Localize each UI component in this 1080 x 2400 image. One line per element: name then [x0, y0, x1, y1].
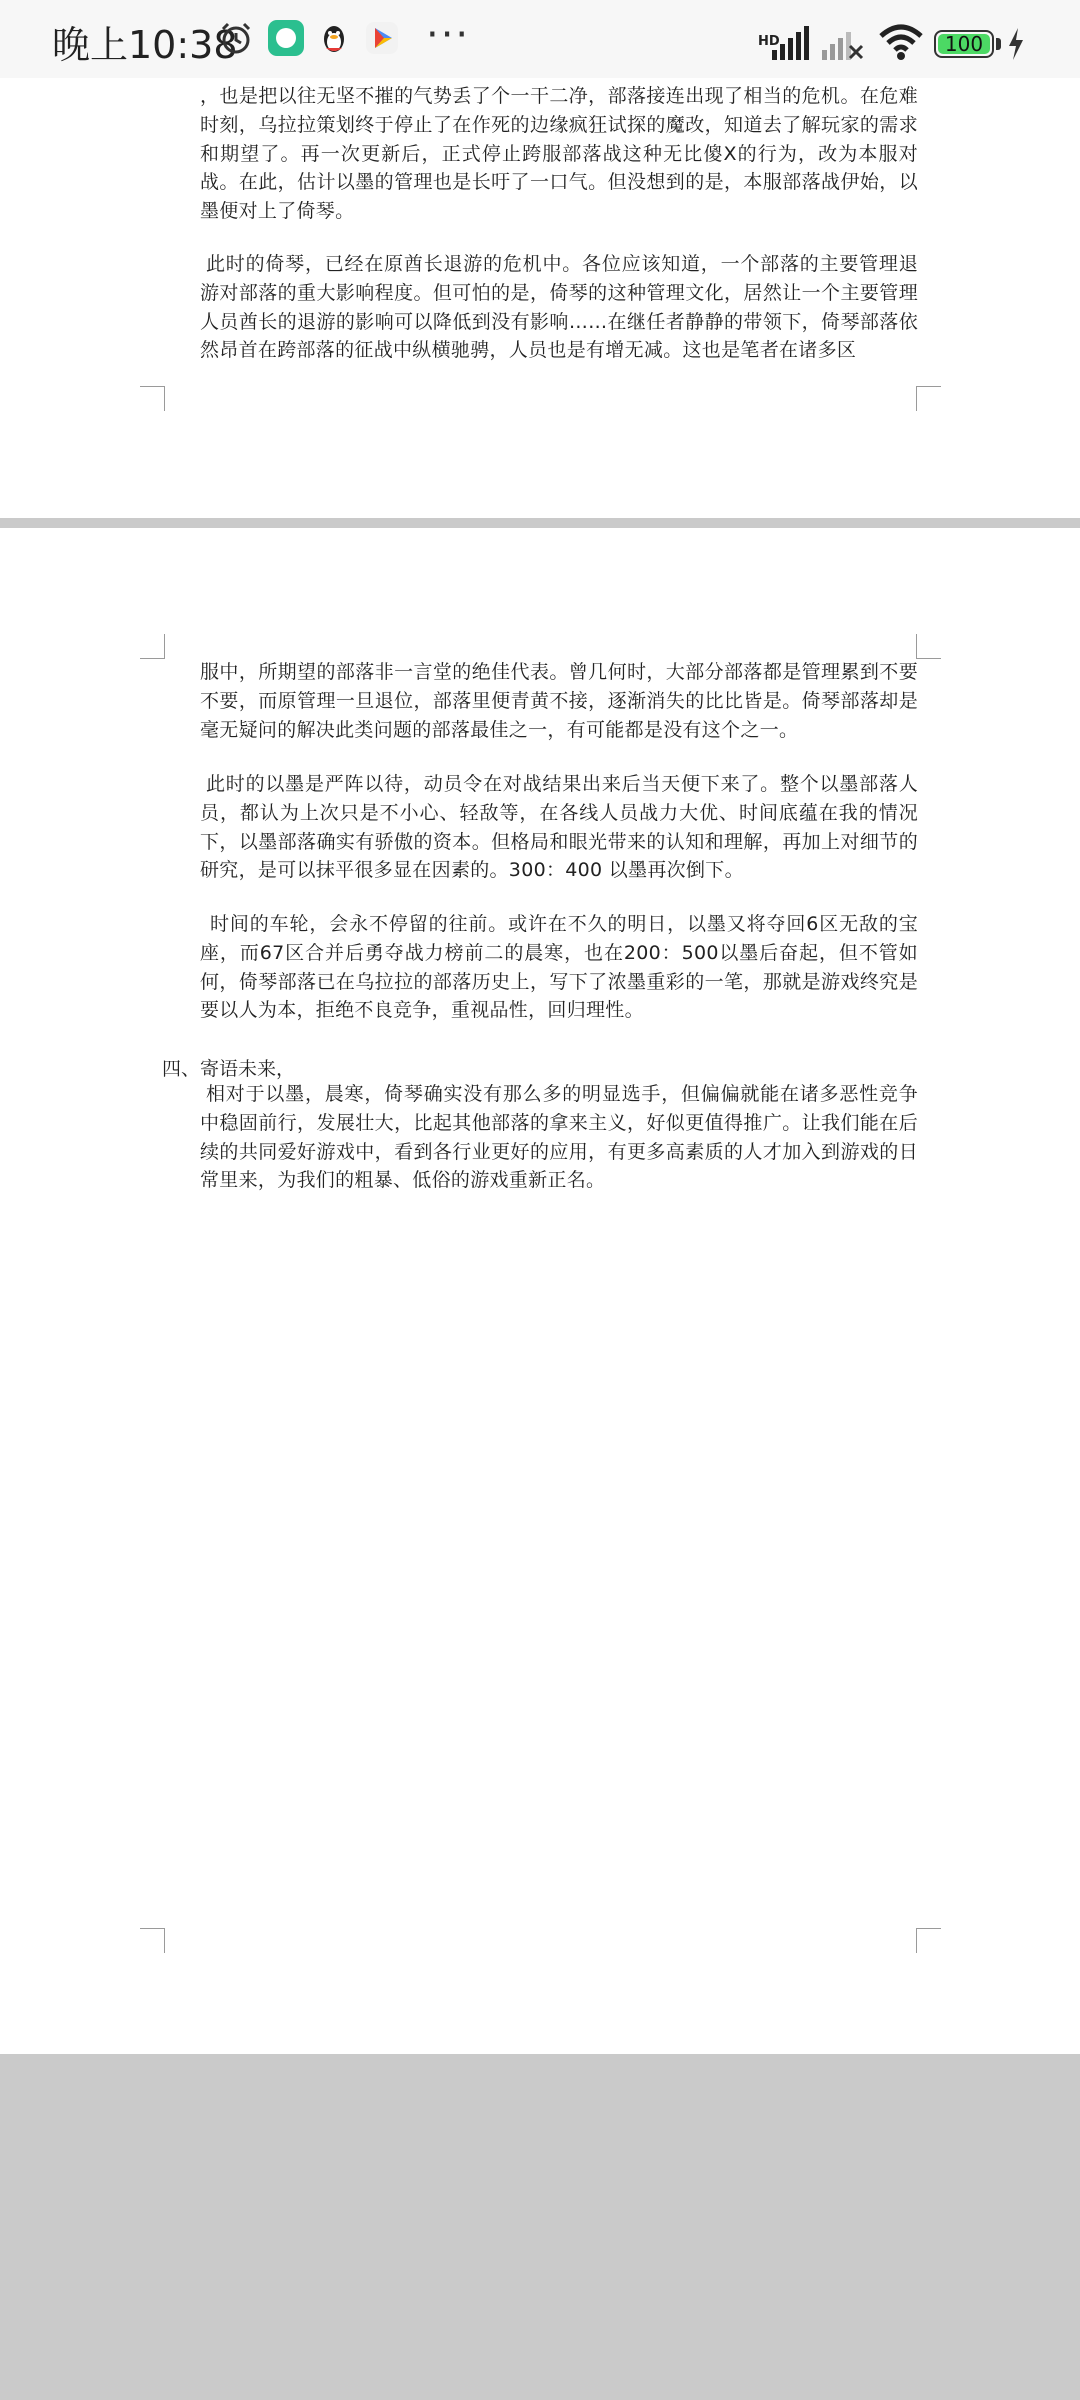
paragraph: 此时的倚琴，已经在原酋长退游的危机中。各位应该知道，一个部落的主要管理退游对部落的重大影响程度。但可怕的是，倚琴的这种管理文化，居然让一个主要管理人员酋长的退游的影响可以降低到没有影响……在继任者静静的带领下，倚琴部落依然昂首在跨部落的征战中纵横驰骋，人员也是有增无减。这也是笔者在诸多区 — [200, 253, 918, 362]
paragraph: 相对于以墨，晨寒，倚琴确实没有那么多的明显选手，但偏偏就能在诸多恶性竞争中稳固前行，发展壮大，比起其他部落的拿来主义，好似更值得推广。让我们能在后续的共同爱好游戏中，看到各行业更好的应用，有更多高素质的人才加入到游戏的日常里来，为我们的粗暴、低俗的游戏重新正名。 — [200, 1083, 918, 1192]
app-notification-icon — [268, 20, 304, 56]
paragraph: ，也是把以往无坚不摧的气势丢了个一干二净，部落接连出现了相当的危机。在危难时刻，乌拉拉策划终于停止了在作死的边缘疯狂试探的魔改，知道去了解玩家的需求和期望了。再一次更新后，正式停止跨服部落战这种无比傻X的行为，改为本服对战。在此，估计以墨的管理也是长吁了一口气。但没想到的是，本服部落战伊始，以墨便对上了倚琴。 — [200, 85, 918, 223]
paragraph: 此时的以墨是严阵以待，动员令在对战结果出来后当天便下来了。整个以墨部落人员，都认为上次只是不小心、轻敌等，在各线人员战力大优、时间底蕴在我的情况下，以墨部落确实有骄傲的资本。但格局和眼光带来的认知和理解，再加上对细节的研究，是可以抹平很多显在因素的。300：400 以墨再次倒下。 — [200, 773, 918, 882]
wifi-icon — [878, 22, 924, 62]
more-notifications-icon: ··· — [426, 12, 471, 58]
paragraph: 服中，所期望的部落非一言堂的绝佳代表。曾几何时，大部分部落都是管理累到不要不要，而原管理一旦退位，部落里便青黄不接，逐渐消失的比比皆是。倚琴部落却是毫无疑问的解决此类问题的部落最佳之一，有可能都是没有这个之一。 — [200, 661, 918, 741]
page-margin-corner — [140, 386, 165, 411]
page-margin-corner — [916, 634, 941, 659]
document-page — [0, 528, 1080, 2054]
battery-level: 100 — [938, 34, 990, 54]
status-bar — [0, 0, 1080, 78]
cellular-no-signal-icon — [820, 24, 864, 62]
page-margin-corner — [140, 1928, 165, 1953]
cellular-signal-icon — [770, 24, 810, 62]
alarm-clock-icon — [218, 20, 254, 56]
section-heading: 四、寄语未来， — [162, 1058, 296, 1080]
paragraph: 时间的车轮，会永不停留的往前。或许在不久的明日，以墨又将夺回6区无敌的宝座，而67区合并后勇夺战力榜前二的晨寒，也在200：500以墨后奋起，但不管如何，倚琴部落已在乌拉拉的部落历史上，写下了浓墨重彩的一笔，那就是游戏终究是要以人为本，拒绝不良竞争，重视品性，回归理性。 — [200, 913, 918, 1022]
page-margin-corner — [916, 386, 941, 411]
charging-bolt-icon — [1006, 26, 1026, 62]
play-store-icon — [364, 20, 400, 56]
hd-label: HD — [758, 34, 780, 49]
page-margin-corner — [916, 1928, 941, 1953]
page-margin-corner — [140, 634, 165, 659]
battery-icon — [934, 30, 994, 58]
qq-penguin-icon — [316, 20, 352, 56]
battery-tip — [996, 38, 1001, 50]
document-page — [0, 78, 1080, 518]
status-time: 晚上10:38 — [52, 23, 238, 67]
